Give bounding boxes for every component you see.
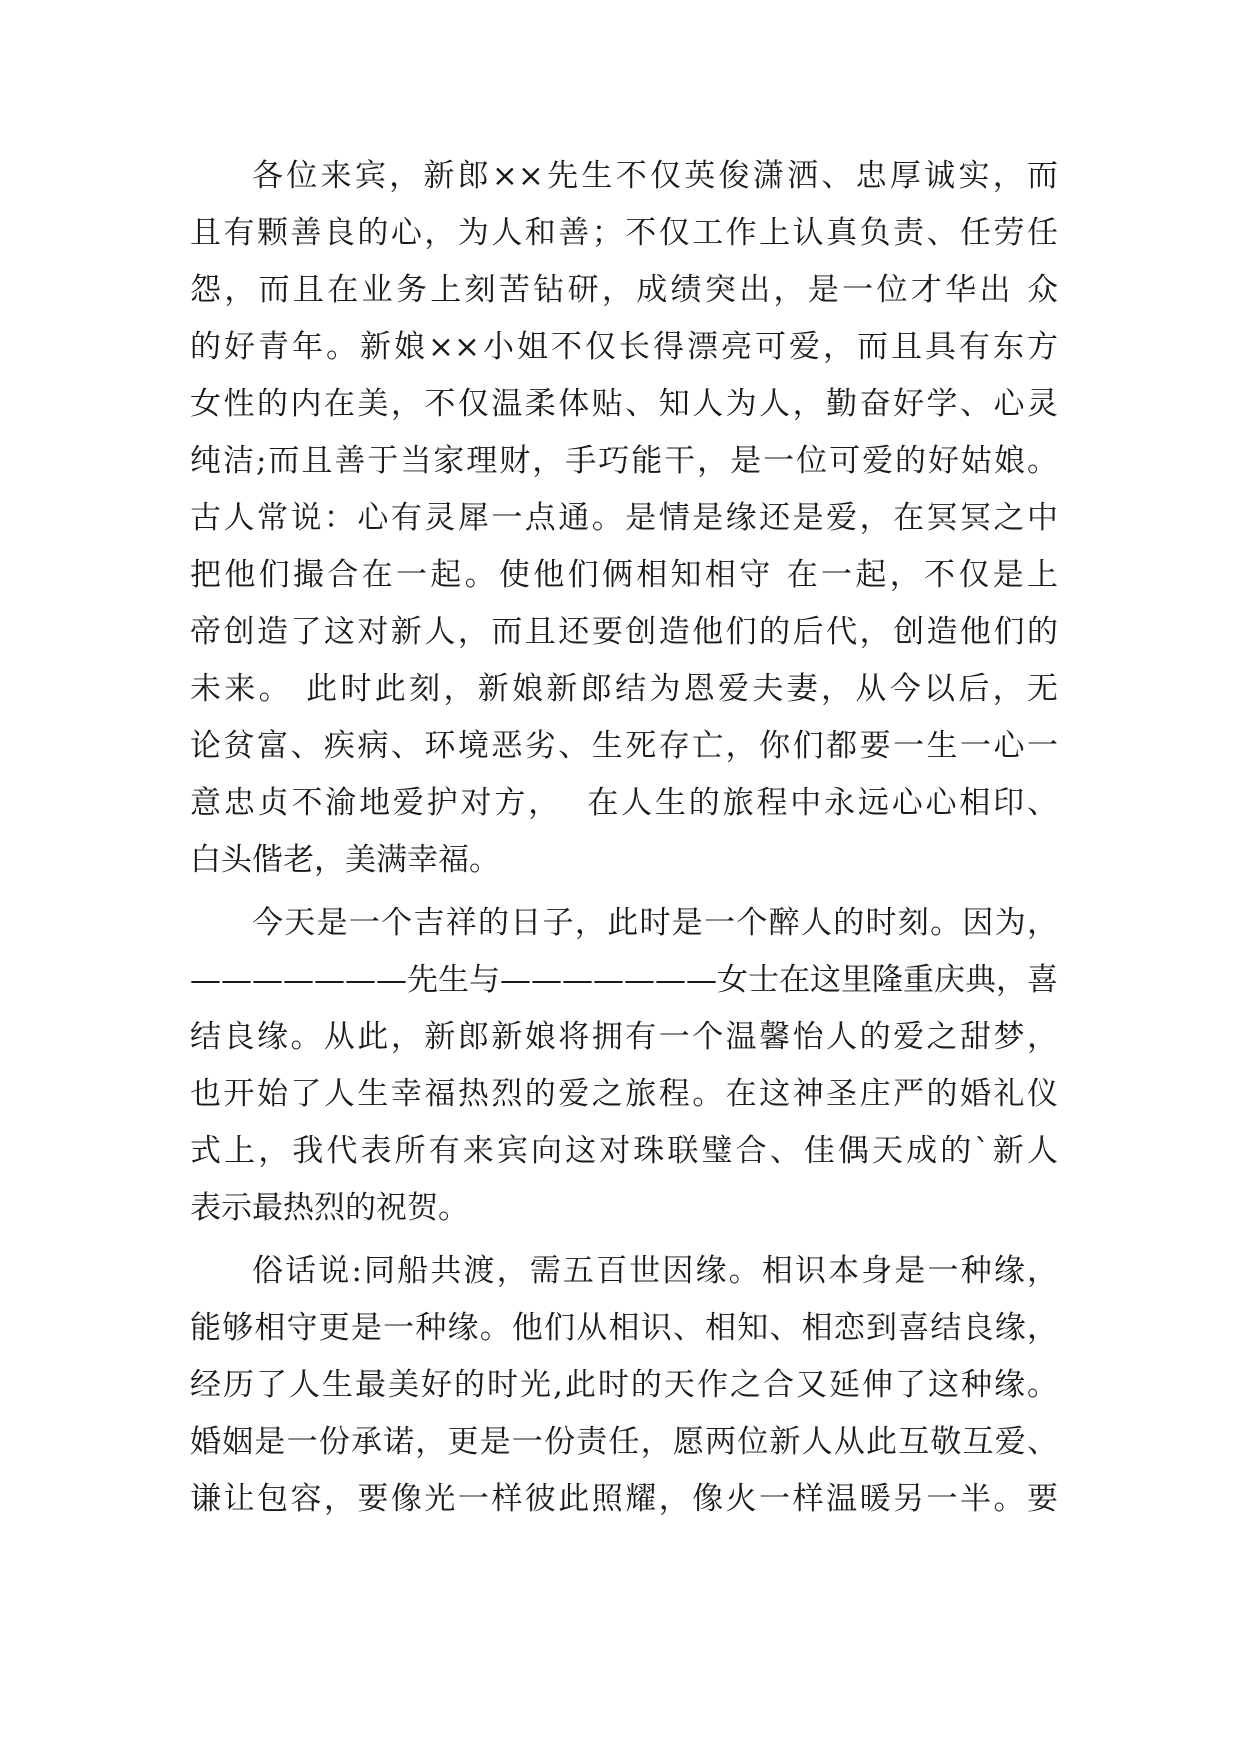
text-line: 白头偕老，美满幸福。 (190, 842, 500, 878)
text-line: 结良缘。从此，新郎新娘将拥有一个温馨怡人的爱之甜梦， (190, 1019, 1058, 1055)
paragraph-2 (190, 895, 1058, 1237)
text-line: 也开始了人生幸福热烈的爱之旅程。在这神圣庄严的婚礼仪 (190, 1076, 1058, 1112)
text-line: 经历了人生最美好的时光,此时的天作之合又延伸了这种缘。 (190, 1367, 1058, 1403)
text-line: 意忠贞不渝地爱护对方， 在人生的旅程中永远心心相印、 (190, 785, 1058, 821)
text-line: 谦让包容，要像光一样彼此照耀，像火一样温暖另一半。要 (190, 1481, 1058, 1517)
paragraph-3 (190, 1243, 1058, 1528)
text-line: 未来。 此时此刻，新娘新郎结为恩爱夫妻，从今以后，无 (190, 671, 1058, 707)
text-line: 把他们撮合在一起。使他们俩相知相守 在一起，不仅是上 (190, 557, 1058, 593)
text-line: 表示最热烈的祝贺。 (190, 1190, 469, 1226)
text-line: 能够相守更是一种缘。他们从相识、相知、相恋到喜结良缘， (190, 1310, 1058, 1346)
text-line: 女性的内在美，不仅温柔体贴、知人为人，勤奋好学、心灵 (190, 386, 1058, 422)
text-line: 纯洁;而且善于当家理财，手巧能干，是一位可爱的好姑娘。 (190, 443, 1058, 479)
text-line: 婚姻是一份承诺，更是一份责任，愿两位新人从此互敬互爱、 (190, 1424, 1058, 1460)
text-line: 且有颗善良的心，为人和善；不仅工作上认真负责、任劳任 (190, 215, 1058, 251)
text-line: ———————先生与———————女士在这里隆重庆典，喜 (190, 962, 1058, 998)
text-line: 的好青年。新娘××小姐不仅长得漂亮可爱，而且具有东方 (190, 329, 1058, 365)
text-line: 式上，我代表所有来宾向这对珠联璧合、佳偶天成的`新人 (190, 1133, 1058, 1169)
text-line: 古人常说：心有灵犀一点通。是情是缘还是爱，在冥冥之中 (190, 500, 1058, 536)
paragraph-1 (190, 148, 1058, 889)
text-line: 论贫富、疾病、环境恶劣、生死存亡，你们都要一生一心一 (190, 728, 1058, 764)
document-body (190, 148, 1058, 1534)
text-line: 今天是一个吉祥的日子，此时是一个醉人的时刻。因为， (252, 905, 1058, 941)
text-line: 各位来宾，新郎××先生不仅英俊潇洒、忠厚诚实，而 (252, 158, 1058, 194)
text-line: 帝创造了这对新人，而且还要创造他们的后代，创造他们的 (190, 614, 1058, 650)
text-line: 怨，而且在业务上刻苦钻研，成绩突出，是一位才华出 众 (190, 272, 1058, 308)
text-line: 俗话说:同船共渡，需五百世因缘。相识本身是一种缘， (252, 1253, 1058, 1289)
